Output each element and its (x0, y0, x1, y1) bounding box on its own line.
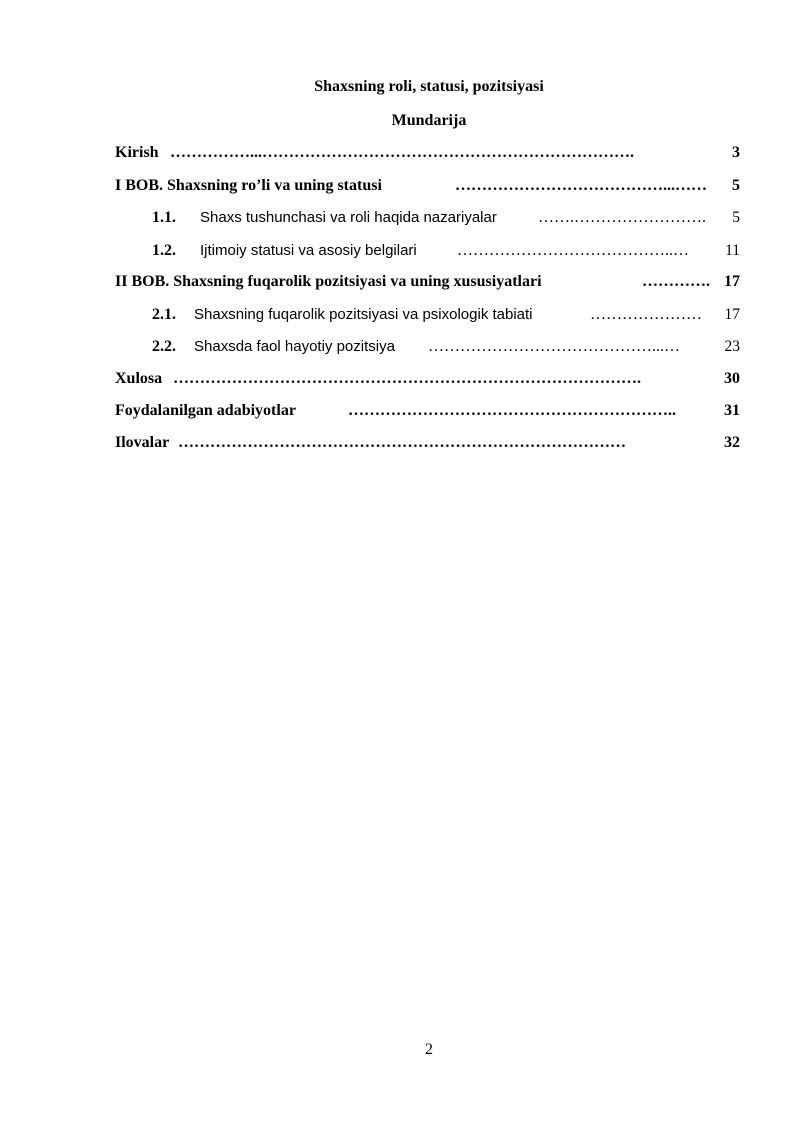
toc-leader-dots: ……………………………………...… (428, 338, 680, 355)
page-number: 2 (425, 1041, 433, 1058)
toc-leader-dots: ………………………………………………………………………… (178, 434, 626, 451)
toc-entry-number: 2.1. (152, 306, 176, 323)
toc-entry-text: Shaxsning fuqarolik pozitsiyasi va psixologik tabiati (194, 306, 533, 323)
toc-entry-number: 1.1. (152, 209, 176, 226)
toc-entry-page: 11 (725, 242, 740, 259)
toc-leader-dots: ………………… (590, 306, 702, 323)
toc-entry-section-2-2[interactable] (152, 336, 740, 358)
toc-entry-text: Xulosa (115, 370, 163, 387)
toc-entry-text: Ijtimoiy statusi va asosiy belgilari (200, 242, 417, 259)
toc-leader-dots: ……………...……………………………………………………………. (170, 144, 634, 161)
toc-leader-dots: …………………………………………………….. (348, 402, 676, 419)
toc-heading: Mundarija (391, 112, 467, 129)
toc-entry-section-1-2[interactable] (152, 240, 740, 262)
toc-entry-xulosa[interactable] (115, 368, 740, 390)
toc-entry-page: 17 (724, 273, 740, 290)
toc-entry-page: 17 (724, 306, 740, 323)
toc-entry-page: 31 (724, 402, 740, 419)
toc-entry-number: 2.2. (152, 338, 176, 355)
toc-entry-ilovalar[interactable] (115, 432, 740, 454)
toc-entry-kirish[interactable] (115, 142, 740, 164)
toc-entry-page: 32 (724, 434, 740, 451)
toc-entry-section-2-1[interactable] (152, 304, 740, 326)
toc-entry-page: 30 (724, 370, 740, 387)
toc-entry-text: I BOB. Shaxsning ro’li va uning statusi (115, 177, 382, 194)
toc-entry-text: Kirish (115, 144, 159, 161)
document-title: Shaxsning roli, statusi, pozitsiyasi (314, 78, 544, 95)
toc-leader-dots: …………. (642, 273, 710, 290)
toc-entry-section-1-1[interactable] (152, 207, 740, 229)
toc-entry-text: Foydalanilgan adabiyotlar (115, 402, 296, 419)
toc-leader-dots: …………………………………...…… (455, 177, 707, 194)
toc-entry-text: Shaxsda faol hayotiy pozitsiya (194, 338, 395, 355)
toc-entry-page: 5 (732, 177, 740, 194)
toc-entry-text: II BOB. Shaxsning fuqarolik pozitsiyasi va uning xususiyatlari (115, 273, 542, 290)
toc-entry-chapter-1[interactable] (115, 175, 740, 197)
toc-entry-number: 1.2. (152, 242, 176, 259)
toc-entry-page: 23 (724, 338, 740, 355)
toc-leader-dots: ……………………………………………………………………………. (173, 370, 641, 387)
toc-leader-dots: …….……………………. (538, 209, 706, 226)
toc-entry-text: Shaxs tushunchasi va roli haqida nazariyalar (200, 209, 497, 226)
toc-leader-dots: …………………………………..… (457, 242, 689, 259)
toc-entry-adabiyotlar[interactable] (115, 400, 740, 422)
toc-entry-chapter-2[interactable] (115, 271, 740, 293)
toc-entry-page: 5 (732, 209, 740, 226)
toc-entry-page: 3 (732, 144, 740, 161)
toc-entry-text: Ilovalar (115, 434, 170, 451)
